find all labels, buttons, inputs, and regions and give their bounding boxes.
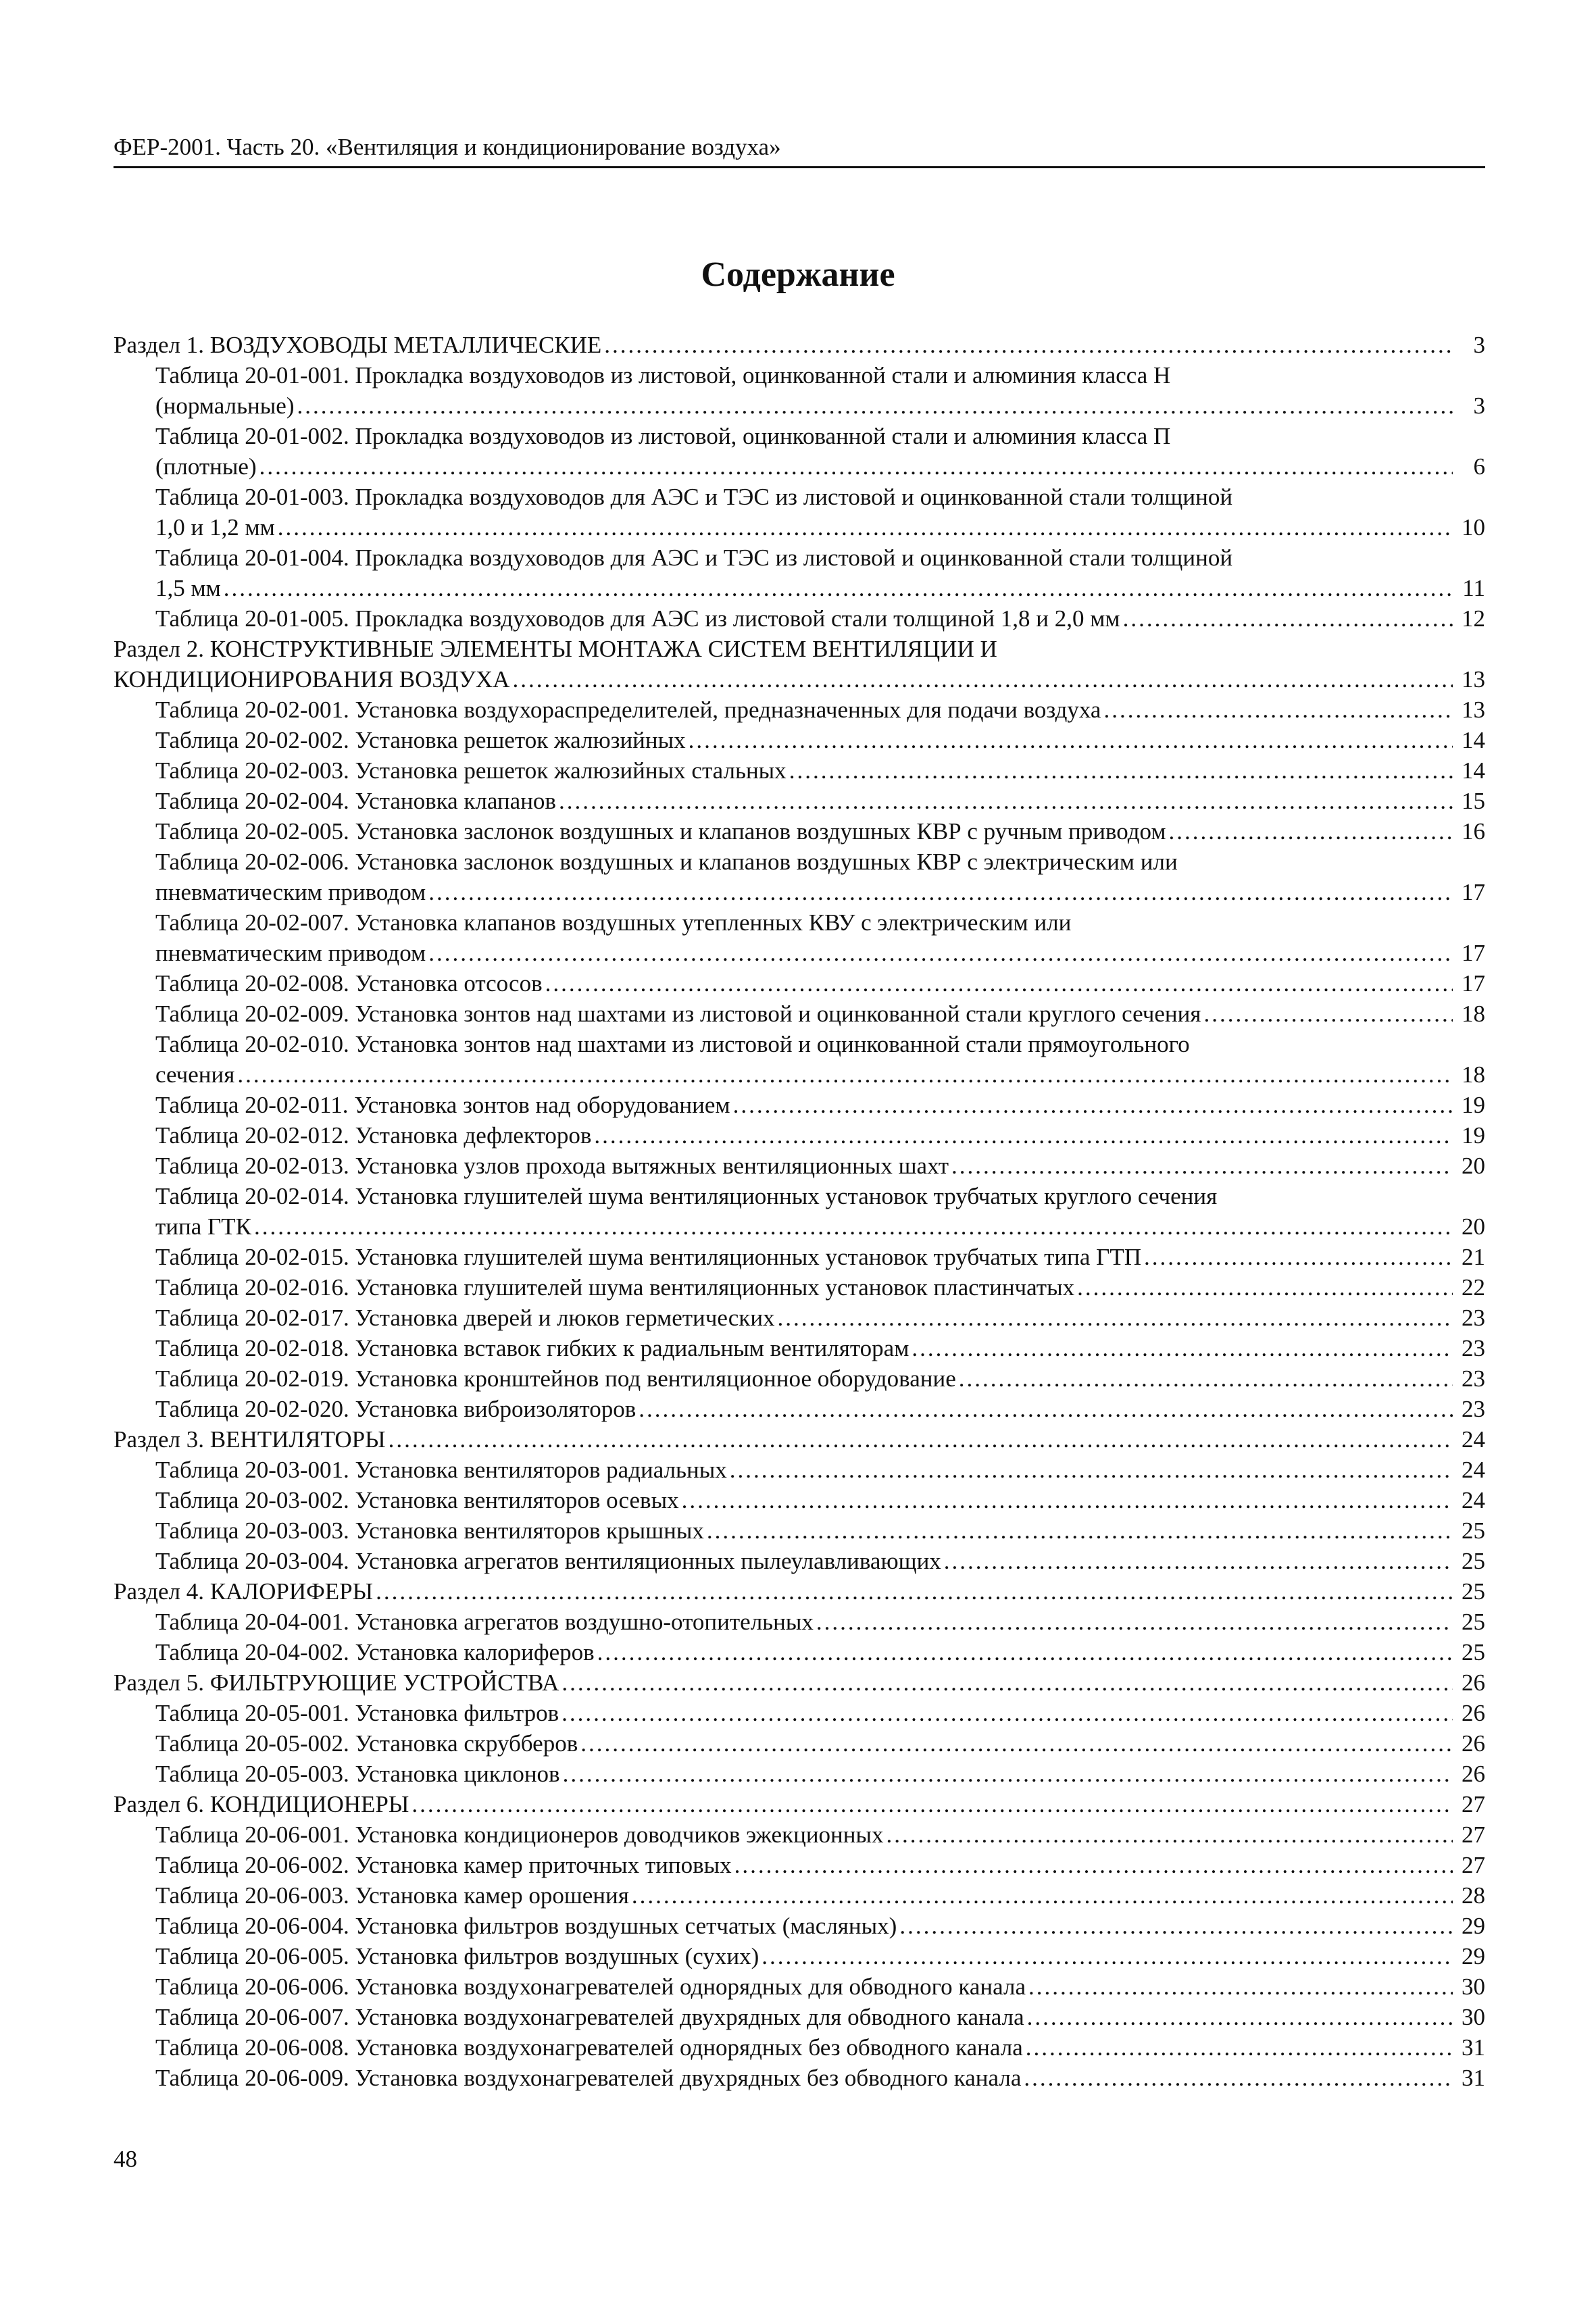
toc-entry-text: Таблица 20-02-018. Установка вставок гибких к радиальным вентиляторам (155, 1335, 909, 1361)
toc-page-number: 26 (1462, 1730, 1485, 1757)
dot-leader (789, 755, 1453, 786)
toc-entry-text: Таблица 20-01-004. Прокладка воздуховодов для АЭС и ТЭС из листовой и оцинкованной стали толщиной (155, 545, 1233, 571)
toc-entry-text: пневматическим приводом (155, 940, 426, 966)
toc-table-entry (114, 482, 1485, 543)
toc-entry-text: Таблица 20-01-005. Прокладка воздуховодов для АЭС из листовой стали толщиной 1,8 и 2,0 мм (155, 605, 1120, 632)
dot-leader (512, 664, 1453, 695)
dot-leader (730, 1455, 1453, 1485)
toc-entry-text: Таблица 20-06-002. Установка камер приточных типовых (155, 1852, 732, 1878)
header-rule (114, 166, 1485, 168)
toc-page-number: 19 (1462, 1122, 1485, 1149)
toc-table-entry (114, 968, 1485, 999)
toc-page-number: 16 (1462, 818, 1485, 845)
running-header: ФЕР-2001. Часть 20. «Вентиляция и кондиционирование воздуха» (114, 134, 781, 160)
toc-page-number: 25 (1462, 1517, 1485, 1544)
dot-leader (297, 391, 1453, 421)
toc-page-number: 23 (1462, 1305, 1485, 1331)
toc-table-entry (114, 1029, 1485, 1090)
toc-entry-text: Таблица 20-02-006. Установка заслонок воздушных и клапанов воздушных КВР с электрическим или (155, 849, 1178, 875)
toc-entry-text: Таблица 20-02-002. Установка решеток жалюзийных (155, 727, 686, 753)
toc-table-entry (114, 1485, 1485, 1515)
toc-entry-text: Таблица 20-02-008. Установка отсосов (155, 970, 543, 997)
toc-entry-text: Таблица 20-02-005. Установка заслонок воздушных и клапанов воздушных КВР с ручным приводом (155, 818, 1166, 845)
toc-table-entry (114, 543, 1485, 603)
toc-entry-text: Раздел 1. ВОЗДУХОВОДЫ МЕТАЛЛИЧЕСКИЕ (114, 332, 602, 358)
dot-leader (1123, 603, 1453, 634)
toc-entry-text: 1,0 и 1,2 мм (155, 514, 275, 540)
toc-entry-text: (нормальные) (155, 393, 295, 419)
toc-page-number: 29 (1462, 1913, 1485, 1939)
toc-entry-text: Таблица 20-06-001. Установка кондиционеров доводчиков эжекционных (155, 1821, 884, 1848)
toc-page-number: 23 (1462, 1396, 1485, 1422)
dot-leader (1028, 1971, 1453, 2002)
toc-entry-text: Таблица 20-02-012. Установка дефлекторов (155, 1122, 592, 1149)
toc-entry-text: Таблица 20-02-015. Установка глушителей шума вентиляционных установок трубчатых типа ГТП (155, 1244, 1142, 1270)
toc-page-number: 21 (1462, 1244, 1485, 1270)
toc-table-entry (114, 1394, 1485, 1424)
toc-table-entry (114, 1455, 1485, 1485)
dot-leader (259, 451, 1453, 482)
toc-entry-text: Таблица 20-02-003. Установка решеток жалюзийных стальных (155, 757, 787, 784)
toc-page-number: 26 (1462, 1669, 1485, 1696)
dot-leader (1144, 1242, 1453, 1272)
dot-leader (1103, 695, 1453, 725)
toc-table-entry (114, 1637, 1485, 1667)
toc-page-number: 11 (1462, 575, 1485, 601)
dot-leader (1203, 999, 1453, 1029)
toc-entry-text: Таблица 20-02-013. Установка узлов прохода вытяжных вентиляционных шахт (155, 1153, 949, 1179)
dot-leader (412, 1789, 1453, 1819)
toc-page-number: 15 (1462, 788, 1485, 814)
toc-page-number: 13 (1462, 697, 1485, 723)
dot-leader (1027, 2002, 1453, 2032)
toc-entry-text: Таблица 20-06-005. Установка фильтров воздушных (сухих) (155, 1943, 759, 1969)
toc-page-number: 24 (1462, 1426, 1485, 1453)
toc-page-number: 10 (1462, 514, 1485, 540)
page-title: Содержание (701, 255, 895, 294)
dot-leader (734, 1850, 1453, 1880)
dot-leader (562, 1698, 1453, 1728)
dot-leader (639, 1394, 1453, 1424)
page-number: 48 (114, 2146, 137, 2172)
toc-page-number: 28 (1462, 1882, 1485, 1909)
toc-entry-text: Таблица 20-03-003. Установка вентиляторов крышных (155, 1517, 704, 1544)
toc-table-entry (114, 2032, 1485, 2063)
dot-leader (1024, 2063, 1453, 2093)
toc-entry-text: Таблица 20-02-019. Установка кронштейнов под вентиляционное оборудование (155, 1365, 956, 1392)
toc-table-entry (114, 725, 1485, 755)
toc-page-number: 22 (1462, 1274, 1485, 1301)
dot-leader (682, 1485, 1453, 1515)
dot-leader (899, 1911, 1453, 1941)
toc-entry-text: Таблица 20-06-009. Установка воздухонагревателей двухрядных без обводного канала (155, 2065, 1022, 2091)
toc-table-entry (114, 907, 1485, 968)
toc-entry-text: Таблица 20-06-008. Установка воздухонагревателей однорядных без обводного канала (155, 2034, 1023, 2061)
toc-page-number: 6 (1473, 453, 1485, 480)
toc-entry-text: Раздел 2. КОНСТРУКТИВНЫЕ ЭЛЕМЕНТЫ МОНТАЖА СИСТЕМ ВЕНТИЛЯЦИИ И (114, 636, 997, 662)
toc-section-entry (114, 1424, 1485, 1455)
toc-entry-text: Таблица 20-03-004. Установка агрегатов вентиляционных пылеулавливающих (155, 1548, 941, 1574)
toc-table-entry (114, 1242, 1485, 1272)
toc-table-entry (114, 786, 1485, 816)
toc-page-number: 19 (1462, 1092, 1485, 1118)
dot-leader (887, 1819, 1453, 1850)
toc-page-number: 31 (1462, 2065, 1485, 2091)
dot-leader (237, 1059, 1453, 1090)
toc-section-entry (114, 634, 1485, 695)
dot-leader (1077, 1272, 1453, 1303)
toc-page-number: 20 (1462, 1153, 1485, 1179)
toc-page-number: 27 (1462, 1821, 1485, 1848)
toc-entry-text: Раздел 5. ФИЛЬТРУЮЩИЕ УСТРОЙСТВА (114, 1669, 559, 1696)
toc-table-entry (114, 1515, 1485, 1546)
table-of-contents (114, 330, 1485, 2093)
toc-entry-text: Таблица 20-04-001. Установка агрегатов воздушно-отопительных (155, 1609, 814, 1635)
dot-leader (278, 512, 1453, 543)
dot-leader (762, 1941, 1453, 1971)
toc-entry-text: Раздел 3. ВЕНТИЛЯТОРЫ (114, 1426, 386, 1453)
dot-leader (559, 786, 1453, 816)
toc-section-entry (114, 1576, 1485, 1607)
toc-entry-text: Раздел 4. КАЛОРИФЕРЫ (114, 1578, 374, 1605)
dot-leader (778, 1303, 1453, 1333)
toc-table-entry (114, 1303, 1485, 1333)
toc-entry-text: Таблица 20-02-017. Установка дверей и люков герметических (155, 1305, 775, 1331)
toc-entry-text: Таблица 20-02-001. Установка воздухораспределителей, предназначенных для подачи воздуха (155, 697, 1101, 723)
dot-leader (224, 573, 1453, 603)
toc-entry-text: КОНДИЦИОНИРОВАНИЯ ВОЗДУХА (114, 666, 510, 693)
toc-page-number: 3 (1473, 332, 1485, 358)
toc-page-number: 25 (1462, 1578, 1485, 1605)
toc-page-number: 27 (1462, 1852, 1485, 1878)
toc-table-entry (114, 1546, 1485, 1576)
toc-table-entry (114, 1272, 1485, 1303)
toc-entry-text: Таблица 20-01-002. Прокладка воздуховодов из листовой, оцинкованной стали и алюминия класса П (155, 423, 1171, 449)
toc-page-number: 20 (1462, 1213, 1485, 1240)
toc-page-number: 12 (1462, 605, 1485, 632)
toc-table-entry (114, 1911, 1485, 1941)
toc-page-number: 26 (1462, 1761, 1485, 1787)
dot-leader (959, 1363, 1453, 1394)
toc-table-entry (114, 999, 1485, 1029)
toc-section-entry (114, 330, 1485, 360)
toc-table-entry (114, 816, 1485, 847)
dot-leader (428, 938, 1453, 968)
dot-leader (428, 877, 1453, 907)
toc-table-entry (114, 1819, 1485, 1850)
toc-page-number: 24 (1462, 1457, 1485, 1483)
toc-page-number: 30 (1462, 1973, 1485, 2000)
toc-table-entry (114, 1333, 1485, 1363)
toc-page-number: 24 (1462, 1487, 1485, 1513)
toc-page-number: 25 (1462, 1548, 1485, 1574)
dot-leader (1026, 2032, 1453, 2063)
toc-entry-text: Таблица 20-05-002. Установка скрубберов (155, 1730, 578, 1757)
dot-leader (632, 1880, 1453, 1911)
toc-table-entry (114, 695, 1485, 725)
toc-page-number: 18 (1462, 1001, 1485, 1027)
toc-page-number: 13 (1462, 666, 1485, 693)
toc-table-entry (114, 1363, 1485, 1394)
toc-entry-text: типа ГТК (155, 1213, 251, 1240)
dot-leader (733, 1090, 1453, 1120)
toc-table-entry (114, 1151, 1485, 1181)
toc-table-entry (114, 1880, 1485, 1911)
toc-table-entry (114, 1090, 1485, 1120)
toc-section-entry (114, 1667, 1485, 1698)
toc-page-number: 17 (1462, 970, 1485, 997)
toc-page-number: 3 (1473, 393, 1485, 419)
toc-entry-text: Таблица 20-02-004. Установка клапанов (155, 788, 556, 814)
dot-leader (376, 1576, 1453, 1607)
toc-entry-text: Таблица 20-02-009. Установка зонтов над шахтами из листовой и оцинкованной стали круглого сечения (155, 1001, 1201, 1027)
dot-leader (254, 1211, 1453, 1242)
toc-table-entry (114, 1120, 1485, 1151)
toc-entry-text: Таблица 20-04-002. Установка калориферов (155, 1639, 595, 1665)
toc-entry-text: Таблица 20-02-011. Установка зонтов над оборудованием (155, 1092, 730, 1118)
toc-entry-text: пневматическим приводом (155, 879, 426, 905)
toc-table-entry (114, 1971, 1485, 2002)
toc-entry-text: Таблица 20-03-002. Установка вентиляторов осевых (155, 1487, 679, 1513)
toc-page-number: 18 (1462, 1061, 1485, 1088)
toc-page-number: 26 (1462, 1700, 1485, 1726)
toc-entry-text: Таблица 20-01-003. Прокладка воздуховодов для АЭС и ТЭС из листовой и оцинкованной стали толщиной (155, 484, 1233, 510)
dot-leader (597, 1637, 1453, 1667)
toc-entry-text: Раздел 6. КОНДИЦИОНЕРЫ (114, 1791, 409, 1817)
toc-table-entry (114, 2002, 1485, 2032)
toc-entry-text: сечения (155, 1061, 235, 1088)
toc-page-number: 30 (1462, 2004, 1485, 2030)
dot-leader (1169, 816, 1453, 847)
toc-entry-text: Таблица 20-05-001. Установка фильтров (155, 1700, 559, 1726)
toc-table-entry (114, 603, 1485, 634)
toc-entry-text: Таблица 20-01-001. Прокладка воздуховодов из листовой, оцинкованной стали и алюминия класса Н (155, 362, 1171, 388)
toc-table-entry (114, 1728, 1485, 1759)
toc-table-entry (114, 1850, 1485, 1880)
dot-leader (562, 1667, 1453, 1698)
toc-table-entry (114, 421, 1485, 482)
toc-page-number: 23 (1462, 1365, 1485, 1392)
toc-page-number: 14 (1462, 727, 1485, 753)
toc-entry-text: Таблица 20-06-003. Установка камер орошения (155, 1882, 629, 1909)
dot-leader (816, 1607, 1453, 1637)
toc-entry-text: Таблица 20-02-020. Установка виброизоляторов (155, 1396, 637, 1422)
toc-table-entry (114, 755, 1485, 786)
toc-page-number: 23 (1462, 1335, 1485, 1361)
toc-page-number: 29 (1462, 1943, 1485, 1969)
dot-leader (594, 1120, 1453, 1151)
toc-page-number: 27 (1462, 1791, 1485, 1817)
toc-table-entry (114, 2063, 1485, 2093)
toc-table-entry (114, 360, 1485, 421)
dot-leader (545, 968, 1453, 999)
dot-leader (580, 1728, 1453, 1759)
toc-table-entry (114, 1698, 1485, 1728)
toc-entry-text: 1,5 мм (155, 575, 221, 601)
dot-leader (389, 1424, 1453, 1455)
dot-leader (912, 1333, 1453, 1363)
toc-entry-text: Таблица 20-06-004. Установка фильтров воздушных сетчатых (масляных) (155, 1913, 897, 1939)
toc-entry-text: Таблица 20-02-016. Установка глушителей шума вентиляционных установок пластинчатых (155, 1274, 1075, 1301)
toc-entry-text: Таблица 20-02-007. Установка клапанов воздушных утепленных КВУ с электрическим или (155, 909, 1072, 936)
toc-entry-text: Таблица 20-03-001. Установка вентиляторов радиальных (155, 1457, 727, 1483)
toc-table-entry (114, 1181, 1485, 1242)
toc-entry-text: Таблица 20-06-006. Установка воздухонагревателей однорядных для обводного канала (155, 1973, 1026, 2000)
dot-leader (951, 1151, 1453, 1181)
toc-table-entry (114, 1941, 1485, 1971)
dot-leader (563, 1759, 1453, 1789)
dot-leader (604, 330, 1453, 360)
toc-entry-text: (плотные) (155, 453, 257, 480)
dot-leader (689, 725, 1453, 755)
toc-page-number: 25 (1462, 1639, 1485, 1665)
toc-table-entry (114, 1759, 1485, 1789)
toc-entry-text: Таблица 20-06-007. Установка воздухонагревателей двухрядных для обводного канала (155, 2004, 1024, 2030)
toc-entry-text: Таблица 20-05-003. Установка циклонов (155, 1761, 560, 1787)
dot-leader (944, 1546, 1453, 1576)
toc-page-number: 14 (1462, 757, 1485, 784)
toc-table-entry (114, 1607, 1485, 1637)
toc-section-entry (114, 1789, 1485, 1819)
toc-table-entry (114, 847, 1485, 907)
toc-entry-text: Таблица 20-02-010. Установка зонтов над шахтами из листовой и оцинкованной стали прямоугольного (155, 1031, 1190, 1057)
toc-page-number: 17 (1462, 940, 1485, 966)
toc-page-number: 25 (1462, 1609, 1485, 1635)
toc-entry-text: Таблица 20-02-014. Установка глушителей шума вентиляционных установок трубчатых круглого сечения (155, 1183, 1218, 1209)
dot-leader (707, 1515, 1453, 1546)
toc-page-number: 31 (1462, 2034, 1485, 2061)
toc-page-number: 17 (1462, 879, 1485, 905)
